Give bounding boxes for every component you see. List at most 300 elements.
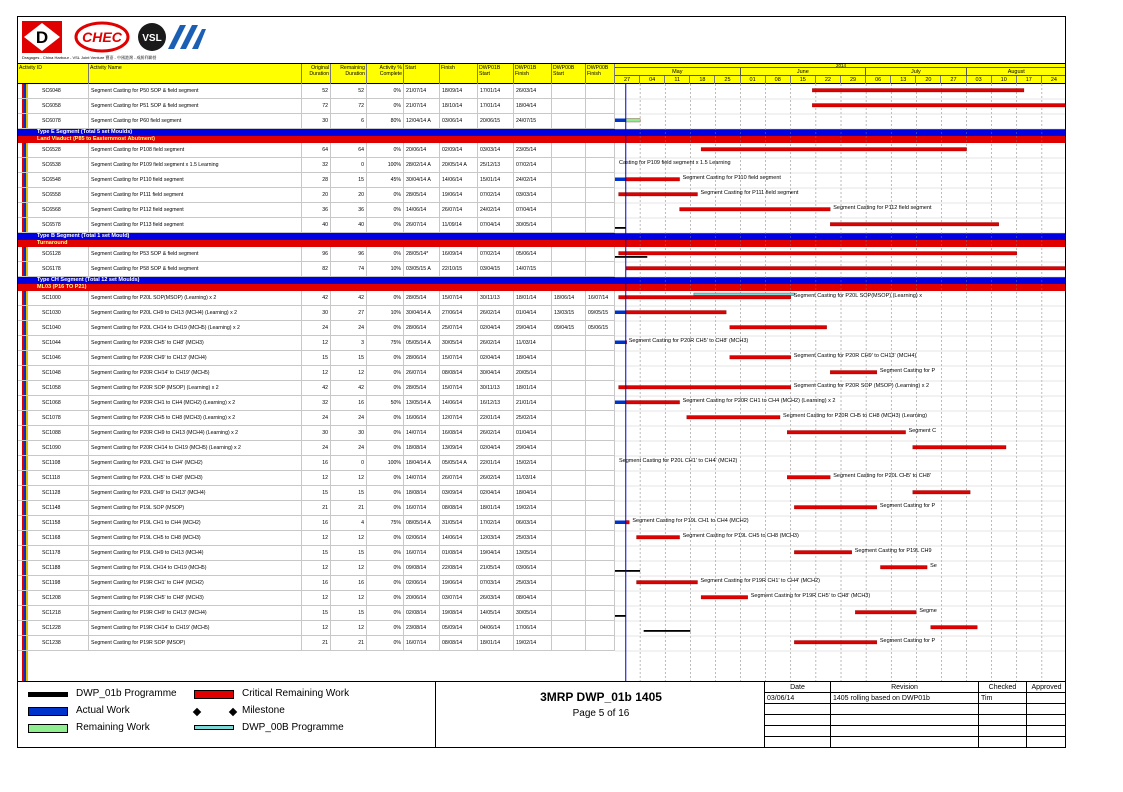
table-row[interactable]	[18, 114, 615, 129]
table-row[interactable]	[18, 291, 615, 306]
table-row[interactable]	[18, 471, 615, 486]
dwp00b-start	[552, 158, 586, 173]
critical-bar	[626, 267, 1066, 271]
activity-id: SC1168	[18, 531, 89, 546]
table-row[interactable]	[18, 262, 615, 277]
table-row[interactable]	[18, 99, 615, 114]
table-row[interactable]	[18, 84, 615, 99]
original-duration: 12	[302, 621, 331, 636]
original-duration: 96	[302, 247, 331, 262]
gantt-bar-label: Segment Casting for P19L CH5 to CH8 (MCH3)	[682, 533, 799, 539]
dwp01b-start: 04/06/14	[478, 621, 514, 636]
activity-name: Segment Casting for P58 SOP & field segment	[89, 262, 302, 277]
remaining-duration: 0	[331, 456, 367, 471]
dwp00b-bar	[694, 293, 794, 296]
gantt-chart	[615, 84, 1066, 681]
table-row[interactable]	[18, 321, 615, 336]
table-row[interactable]	[18, 441, 615, 456]
dwp01b-finish: 25/03/14	[514, 576, 552, 591]
critical-bar	[730, 326, 827, 330]
dwp00b-finish	[586, 366, 615, 381]
table-row[interactable]	[18, 456, 615, 471]
percent-complete: 0%	[367, 426, 404, 441]
dwp00b-start	[552, 426, 586, 441]
remaining-duration: 4	[331, 516, 367, 531]
percent-complete: 0%	[367, 621, 404, 636]
dwp00b-start	[552, 188, 586, 203]
percent-complete: 75%	[367, 336, 404, 351]
actual-bar	[615, 401, 626, 405]
dwp01b-finish: 08/04/14	[514, 591, 552, 606]
dwp01b-start: 16/12/13	[478, 396, 514, 411]
dwp00b-finish	[586, 173, 615, 188]
gantt-bar-label: Segment Casting for P111 field segment	[700, 190, 799, 196]
dwp00b-finish	[586, 262, 615, 277]
dwp00b-start	[552, 203, 586, 218]
dwp01b-start: 07/03/14	[478, 576, 514, 591]
original-duration: 82	[302, 262, 331, 277]
start-date: 18/08/14	[404, 486, 440, 501]
finish-date: 15/07/14	[440, 291, 478, 306]
timeline-week: 04	[640, 76, 665, 84]
activity-name: Segment Casting for P60 field segment	[89, 114, 302, 129]
baseline-bar	[644, 630, 691, 632]
table-row[interactable]	[18, 336, 615, 351]
activity-name: Segment Casting for P19L CH1 to CH4 (MCH2)	[89, 516, 302, 531]
percent-complete: 0%	[367, 531, 404, 546]
critical-bar	[619, 252, 1017, 256]
dwp00b-finish	[586, 531, 615, 546]
remaining-duration: 72	[331, 99, 367, 114]
gantt-bar-label: Segment Casting for P20L CH5' to CH8'	[833, 473, 931, 479]
gantt-bar-label: Segment Casting for P110 field segment	[682, 175, 781, 181]
dwp00b-finish	[586, 218, 615, 233]
timeline-week: 13	[891, 76, 916, 84]
checked-header: Checked	[979, 682, 1027, 693]
finish-date: 03/06/14	[440, 114, 478, 129]
finish-date: 20/05/14 A	[440, 158, 478, 173]
dwp00b-start	[552, 546, 586, 561]
percent-complete: 0%	[367, 143, 404, 158]
activity-id: SC1208	[18, 591, 89, 606]
activity-name: Segment Casting for P20R CH14' to CH19' (MCH5)	[89, 366, 302, 381]
legend-dwp01b-swatch	[28, 692, 68, 697]
chec-logo	[74, 21, 130, 53]
activity-id: SC6048	[18, 84, 89, 99]
percent-complete: 50%	[367, 396, 404, 411]
dwp01b-start: 07/04/14	[478, 218, 514, 233]
table-row[interactable]	[18, 411, 615, 426]
table-row[interactable]	[18, 546, 615, 561]
dwp00b-start	[552, 516, 586, 531]
timeline-header	[615, 64, 1066, 84]
dwp00b-start: 18/06/14	[552, 291, 586, 306]
dwp01b-start: 15/01/14	[478, 173, 514, 188]
remaining-duration: 36	[331, 203, 367, 218]
revision-cell	[765, 726, 831, 737]
gantt-group-band	[615, 240, 1066, 247]
activity-id: SC1148	[18, 501, 89, 516]
activity-id: SC1128	[18, 486, 89, 501]
revision-cell	[979, 715, 1027, 726]
start-date: 02/08/14	[404, 606, 440, 621]
table-row[interactable]	[18, 203, 615, 218]
finish-date: 19/08/14	[440, 606, 478, 621]
legend-remaining: Remaining Work	[76, 722, 150, 733]
remaining-duration: 42	[331, 381, 367, 396]
table-row[interactable]	[18, 306, 615, 321]
table-row[interactable]	[18, 621, 615, 636]
activity-id: SC1158	[18, 516, 89, 531]
remaining-duration: 12	[331, 561, 367, 576]
table-row[interactable]	[18, 173, 615, 188]
activity-name: Segment Casting for P108 field segment	[89, 143, 302, 158]
remaining-duration: 15	[331, 546, 367, 561]
legend-remaining-swatch	[28, 724, 68, 733]
revision-cell	[765, 704, 831, 715]
critical-bar	[626, 521, 630, 525]
revision-cell	[831, 704, 979, 715]
activity-name: Segment Casting for P20L CH9' to CH13' (MCH4)	[89, 486, 302, 501]
start-date: 28/05/14	[404, 188, 440, 203]
legend-dwp00b-swatch	[194, 725, 234, 730]
dwp00b-finish	[586, 486, 615, 501]
dwp01b-finish: 03/03/14	[514, 188, 552, 203]
remaining-duration: 15	[331, 606, 367, 621]
critical-bar	[812, 104, 1066, 108]
critical-bar	[794, 506, 877, 510]
timeline-month: July	[866, 68, 966, 76]
original-duration: 28	[302, 173, 331, 188]
original-duration: 15	[302, 606, 331, 621]
remaining-duration: 15	[331, 486, 367, 501]
activity-name: Segment Casting for P20R CH14 to CH19 (MCH5) (Learning) x 2	[89, 441, 302, 456]
original-duration: 24	[302, 411, 331, 426]
dwp00b-finish	[586, 471, 615, 486]
table-row[interactable]	[18, 247, 615, 262]
finish-date: 26/07/14	[440, 203, 478, 218]
dwp00b-start	[552, 351, 586, 366]
dwp00b-start	[552, 621, 586, 636]
finish-date: 08/08/14	[440, 366, 478, 381]
percent-complete: 0%	[367, 291, 404, 306]
activity-id: SC6578	[18, 218, 89, 233]
gantt-bar-label: Segment Casting for P20R CH5 to CH8 (MCH3) (Learning)	[783, 413, 928, 419]
start-date: 03/05/15 A	[404, 262, 440, 277]
approved-header: Approved	[1027, 682, 1066, 693]
header-percent-complete: Activity % Complete	[367, 64, 404, 84]
gantt-group-band	[615, 129, 1066, 136]
dwp00b-start	[552, 262, 586, 277]
finish-date: 27/06/14	[440, 306, 478, 321]
remaining-duration: 74	[331, 262, 367, 277]
timeline-week: 08	[766, 76, 791, 84]
activity-name: Segment Casting for P19R CH5' to CH8' (MCH3)	[89, 591, 302, 606]
table-row[interactable]	[18, 366, 615, 381]
original-duration: 72	[302, 99, 331, 114]
gantt-bar-label: Segment Casting for P20R CH9' to CH13' (MCH4)	[793, 353, 917, 359]
percent-complete: 0%	[367, 501, 404, 516]
dwp01b-start: 03/04/15	[478, 262, 514, 277]
activity-id: SC1058	[18, 381, 89, 396]
gantt-group-band	[615, 233, 1066, 240]
dwp01b-start: 17/01/14	[478, 99, 514, 114]
activity-name: Segment Casting for P20R SOP (MSOP) (Learning) x 2	[89, 381, 302, 396]
activity-name: Segment Casting for P113 field segment	[89, 218, 302, 233]
group-header: Type E Segment (Total 5 set Moulds)	[18, 129, 615, 136]
dwp00b-finish	[586, 501, 615, 516]
finish-date: 02/09/14	[440, 143, 478, 158]
gantt-bar-label: Segment Casting for P20R CH5' to CH8' (MCH3)	[628, 338, 749, 344]
percent-complete: 0%	[367, 486, 404, 501]
percent-complete: 10%	[367, 306, 404, 321]
dwp00b-start	[552, 143, 586, 158]
actual-bar	[615, 178, 626, 182]
original-duration: 21	[302, 636, 331, 651]
activity-name: Segment Casting for P20L CH14 to CH19 (MCH5) (Learning) x 2	[89, 321, 302, 336]
revision-cell	[765, 715, 831, 726]
dwp00b-start	[552, 366, 586, 381]
dwp01b-start: 26/02/14	[478, 426, 514, 441]
original-duration: 36	[302, 203, 331, 218]
finish-date: 03/07/14	[440, 591, 478, 606]
table-row[interactable]	[18, 486, 615, 501]
revision-date-header: Date	[765, 682, 831, 693]
gantt-bar-label: Segment Casting for P	[879, 638, 936, 644]
dwp01b-finish: 15/02/14	[514, 456, 552, 471]
table-row[interactable]	[18, 576, 615, 591]
dwp00b-start	[552, 247, 586, 262]
gantt-bar-label: Segment Casting for P20L SOP(MSOP) (Learning) x	[793, 293, 922, 299]
dwp01b-start: 02/04/14	[478, 351, 514, 366]
table-row[interactable]	[18, 426, 615, 441]
revision-cell	[1027, 726, 1066, 737]
original-duration: 12	[302, 366, 331, 381]
remaining-bar	[626, 119, 640, 123]
dwp01b-finish: 29/04/14	[514, 441, 552, 456]
start-date: 26/07/14	[404, 366, 440, 381]
activity-id: SC1178	[18, 546, 89, 561]
start-date: 20/06/14	[404, 143, 440, 158]
original-duration: 52	[302, 84, 331, 99]
remaining-duration: 20	[331, 188, 367, 203]
dwp00b-start	[552, 531, 586, 546]
finish-date: 05/09/14	[440, 621, 478, 636]
dwp00b-finish	[586, 636, 615, 651]
remaining-duration: 42	[331, 291, 367, 306]
activity-name: Segment Casting for P109 field segment x 1.5 Learning	[89, 158, 302, 173]
start-date: 21/07/14	[404, 99, 440, 114]
legend-actual: Actual Work	[76, 705, 130, 716]
gantt-bar-label: Se	[930, 563, 937, 569]
critical-bar	[855, 611, 916, 615]
start-date: 30/04/14 A	[404, 173, 440, 188]
header-dwp01b-finish: DWP01B Finish	[514, 64, 552, 84]
dwp01b-start: 02/04/14	[478, 321, 514, 336]
original-duration: 30	[302, 306, 331, 321]
finish-date: 31/05/14	[440, 516, 478, 531]
start-date: 14/07/14	[404, 426, 440, 441]
critical-bar	[626, 178, 680, 182]
legend-dwp01b: DWP_01b Programme	[76, 688, 177, 699]
activity-name: Segment Casting for P110 field segment	[89, 173, 302, 188]
timeline-year: 2014	[615, 64, 1066, 68]
header-activity-id: Activity ID	[18, 64, 89, 84]
activity-name: Segment Casting for P20L CH9 to CH13 (MCH4) (Learning) x 2	[89, 306, 302, 321]
percent-complete: 0%	[367, 247, 404, 262]
gantt-bar-label: Segment Casting for P19R CH5' to CH8' (MCH3)	[750, 593, 871, 599]
dwp01b-start: 02/04/14	[478, 486, 514, 501]
finish-date: 25/07/14	[440, 321, 478, 336]
dwp00b-finish	[586, 606, 615, 621]
activity-id: SC6568	[18, 203, 89, 218]
table-row[interactable]	[18, 351, 615, 366]
gantt-group-band	[615, 277, 1066, 284]
column-header	[18, 63, 1066, 84]
dwp01b-finish: 17/06/14	[514, 621, 552, 636]
start-date: 26/07/14	[404, 218, 440, 233]
timeline-week: 10	[992, 76, 1017, 84]
table-row[interactable]	[18, 143, 615, 158]
percent-complete: 75%	[367, 516, 404, 531]
activity-id: SC1030	[18, 306, 89, 321]
table-row[interactable]	[18, 396, 615, 411]
dwp00b-start	[552, 591, 586, 606]
original-duration: 20	[302, 188, 331, 203]
dwp00b-finish: 16/07/14	[586, 291, 615, 306]
baseline-bar	[615, 256, 647, 258]
timeline-week: 22	[816, 76, 841, 84]
timeline-week: 11	[665, 76, 690, 84]
start-date: 28/05/14*	[404, 247, 440, 262]
logo-strip	[18, 17, 1066, 63]
legend-critical: Critical Remaining Work	[242, 688, 350, 699]
gantt-bar-label: Segment Casting for P	[879, 503, 936, 509]
original-duration: 12	[302, 531, 331, 546]
dwp01b-finish: 01/04/14	[514, 426, 552, 441]
critical-bar	[680, 208, 831, 212]
table-row[interactable]	[18, 501, 615, 516]
critical-bar	[626, 401, 680, 405]
activity-id: SC6078	[18, 114, 89, 129]
legend-area	[18, 681, 1066, 748]
percent-complete: 0%	[367, 441, 404, 456]
start-date: 13/05/14 A	[404, 396, 440, 411]
dwp00b-start	[552, 218, 586, 233]
critical-bar	[787, 476, 830, 480]
critical-bar	[626, 311, 726, 315]
table-row[interactable]	[18, 561, 615, 576]
activity-id: SC1068	[18, 396, 89, 411]
original-duration: 30	[302, 426, 331, 441]
percent-complete: 0%	[367, 381, 404, 396]
remaining-duration: 12	[331, 621, 367, 636]
remaining-duration: 16	[331, 576, 367, 591]
timeline-week: 27	[615, 76, 640, 84]
revision-cell	[979, 704, 1027, 715]
start-date: 18/04/14 A	[404, 456, 440, 471]
dwp01b-start: 26/03/14	[478, 591, 514, 606]
remaining-duration: 24	[331, 411, 367, 426]
activity-name: Segment Casting for P112 field segment	[89, 203, 302, 218]
gantt-bar-label: Segment C	[908, 428, 937, 434]
critical-bar	[812, 89, 1024, 93]
revision-cell	[979, 726, 1027, 737]
finish-date: 14/06/14	[440, 173, 478, 188]
dwp00b-finish	[586, 456, 615, 471]
finish-date: 18/10/14	[440, 99, 478, 114]
revision-cell: Tim	[979, 693, 1027, 704]
table-row[interactable]	[18, 531, 615, 546]
dwp00b-start	[552, 173, 586, 188]
dwp00b-finish	[586, 396, 615, 411]
table-row[interactable]	[18, 188, 615, 203]
table-row[interactable]	[18, 606, 615, 621]
revision-cell	[1027, 737, 1066, 748]
activity-id: SC1238	[18, 636, 89, 651]
table-row[interactable]	[18, 591, 615, 606]
activity-name: Segment Casting for P20R CH9' to CH13' (MCH4)	[89, 351, 302, 366]
revision-cell	[1027, 693, 1066, 704]
table-row[interactable]	[18, 158, 615, 173]
dwp01b-start: 18/01/14	[478, 501, 514, 516]
activity-id: SC1198	[18, 576, 89, 591]
start-date: 28/05/14	[404, 381, 440, 396]
table-row[interactable]	[18, 218, 615, 233]
remaining-duration: 21	[331, 501, 367, 516]
original-duration: 24	[302, 441, 331, 456]
title-block	[435, 682, 765, 748]
dwp01b-start: 19/04/14	[478, 546, 514, 561]
dwp01b-finish: 24/07/15	[514, 114, 552, 129]
start-date: 14/06/14	[404, 203, 440, 218]
legend-actual-swatch	[28, 707, 68, 716]
dwp00b-finish	[586, 84, 615, 99]
dwp00b-start	[552, 576, 586, 591]
percent-complete: 0%	[367, 99, 404, 114]
finish-date: 16/09/14	[440, 247, 478, 262]
remaining-duration: 27	[331, 306, 367, 321]
activity-name: Segment Casting for P20R CH1 to CH4 (MCH2) (Learning) x 2	[89, 396, 302, 411]
activity-id: SC1118	[18, 471, 89, 486]
percent-complete: 0%	[367, 366, 404, 381]
remaining-duration: 3	[331, 336, 367, 351]
activity-id: SC6528	[18, 143, 89, 158]
dwp01b-finish: 19/02/14	[514, 501, 552, 516]
critical-bar	[701, 596, 748, 600]
remaining-duration: 12	[331, 366, 367, 381]
critical-bar	[931, 626, 978, 630]
original-duration: 32	[302, 396, 331, 411]
activity-id: SC6558	[18, 188, 89, 203]
start-date: 18/08/14	[404, 441, 440, 456]
critical-bar	[787, 431, 905, 435]
dwp00b-finish	[586, 516, 615, 531]
revision-cell: 03/06/14	[765, 693, 831, 704]
finish-date: 30/05/14	[440, 336, 478, 351]
start-date: 08/05/14 A	[404, 516, 440, 531]
remaining-duration: 96	[331, 247, 367, 262]
table-row[interactable]	[18, 636, 615, 651]
original-duration: 16	[302, 516, 331, 531]
table-row[interactable]	[18, 516, 615, 531]
table-row[interactable]	[18, 381, 615, 396]
start-date: 16/06/14	[404, 411, 440, 426]
critical-bar	[637, 581, 698, 585]
finish-date: 14/06/14	[440, 531, 478, 546]
dwp00b-start	[552, 501, 586, 516]
revision-cell	[831, 715, 979, 726]
